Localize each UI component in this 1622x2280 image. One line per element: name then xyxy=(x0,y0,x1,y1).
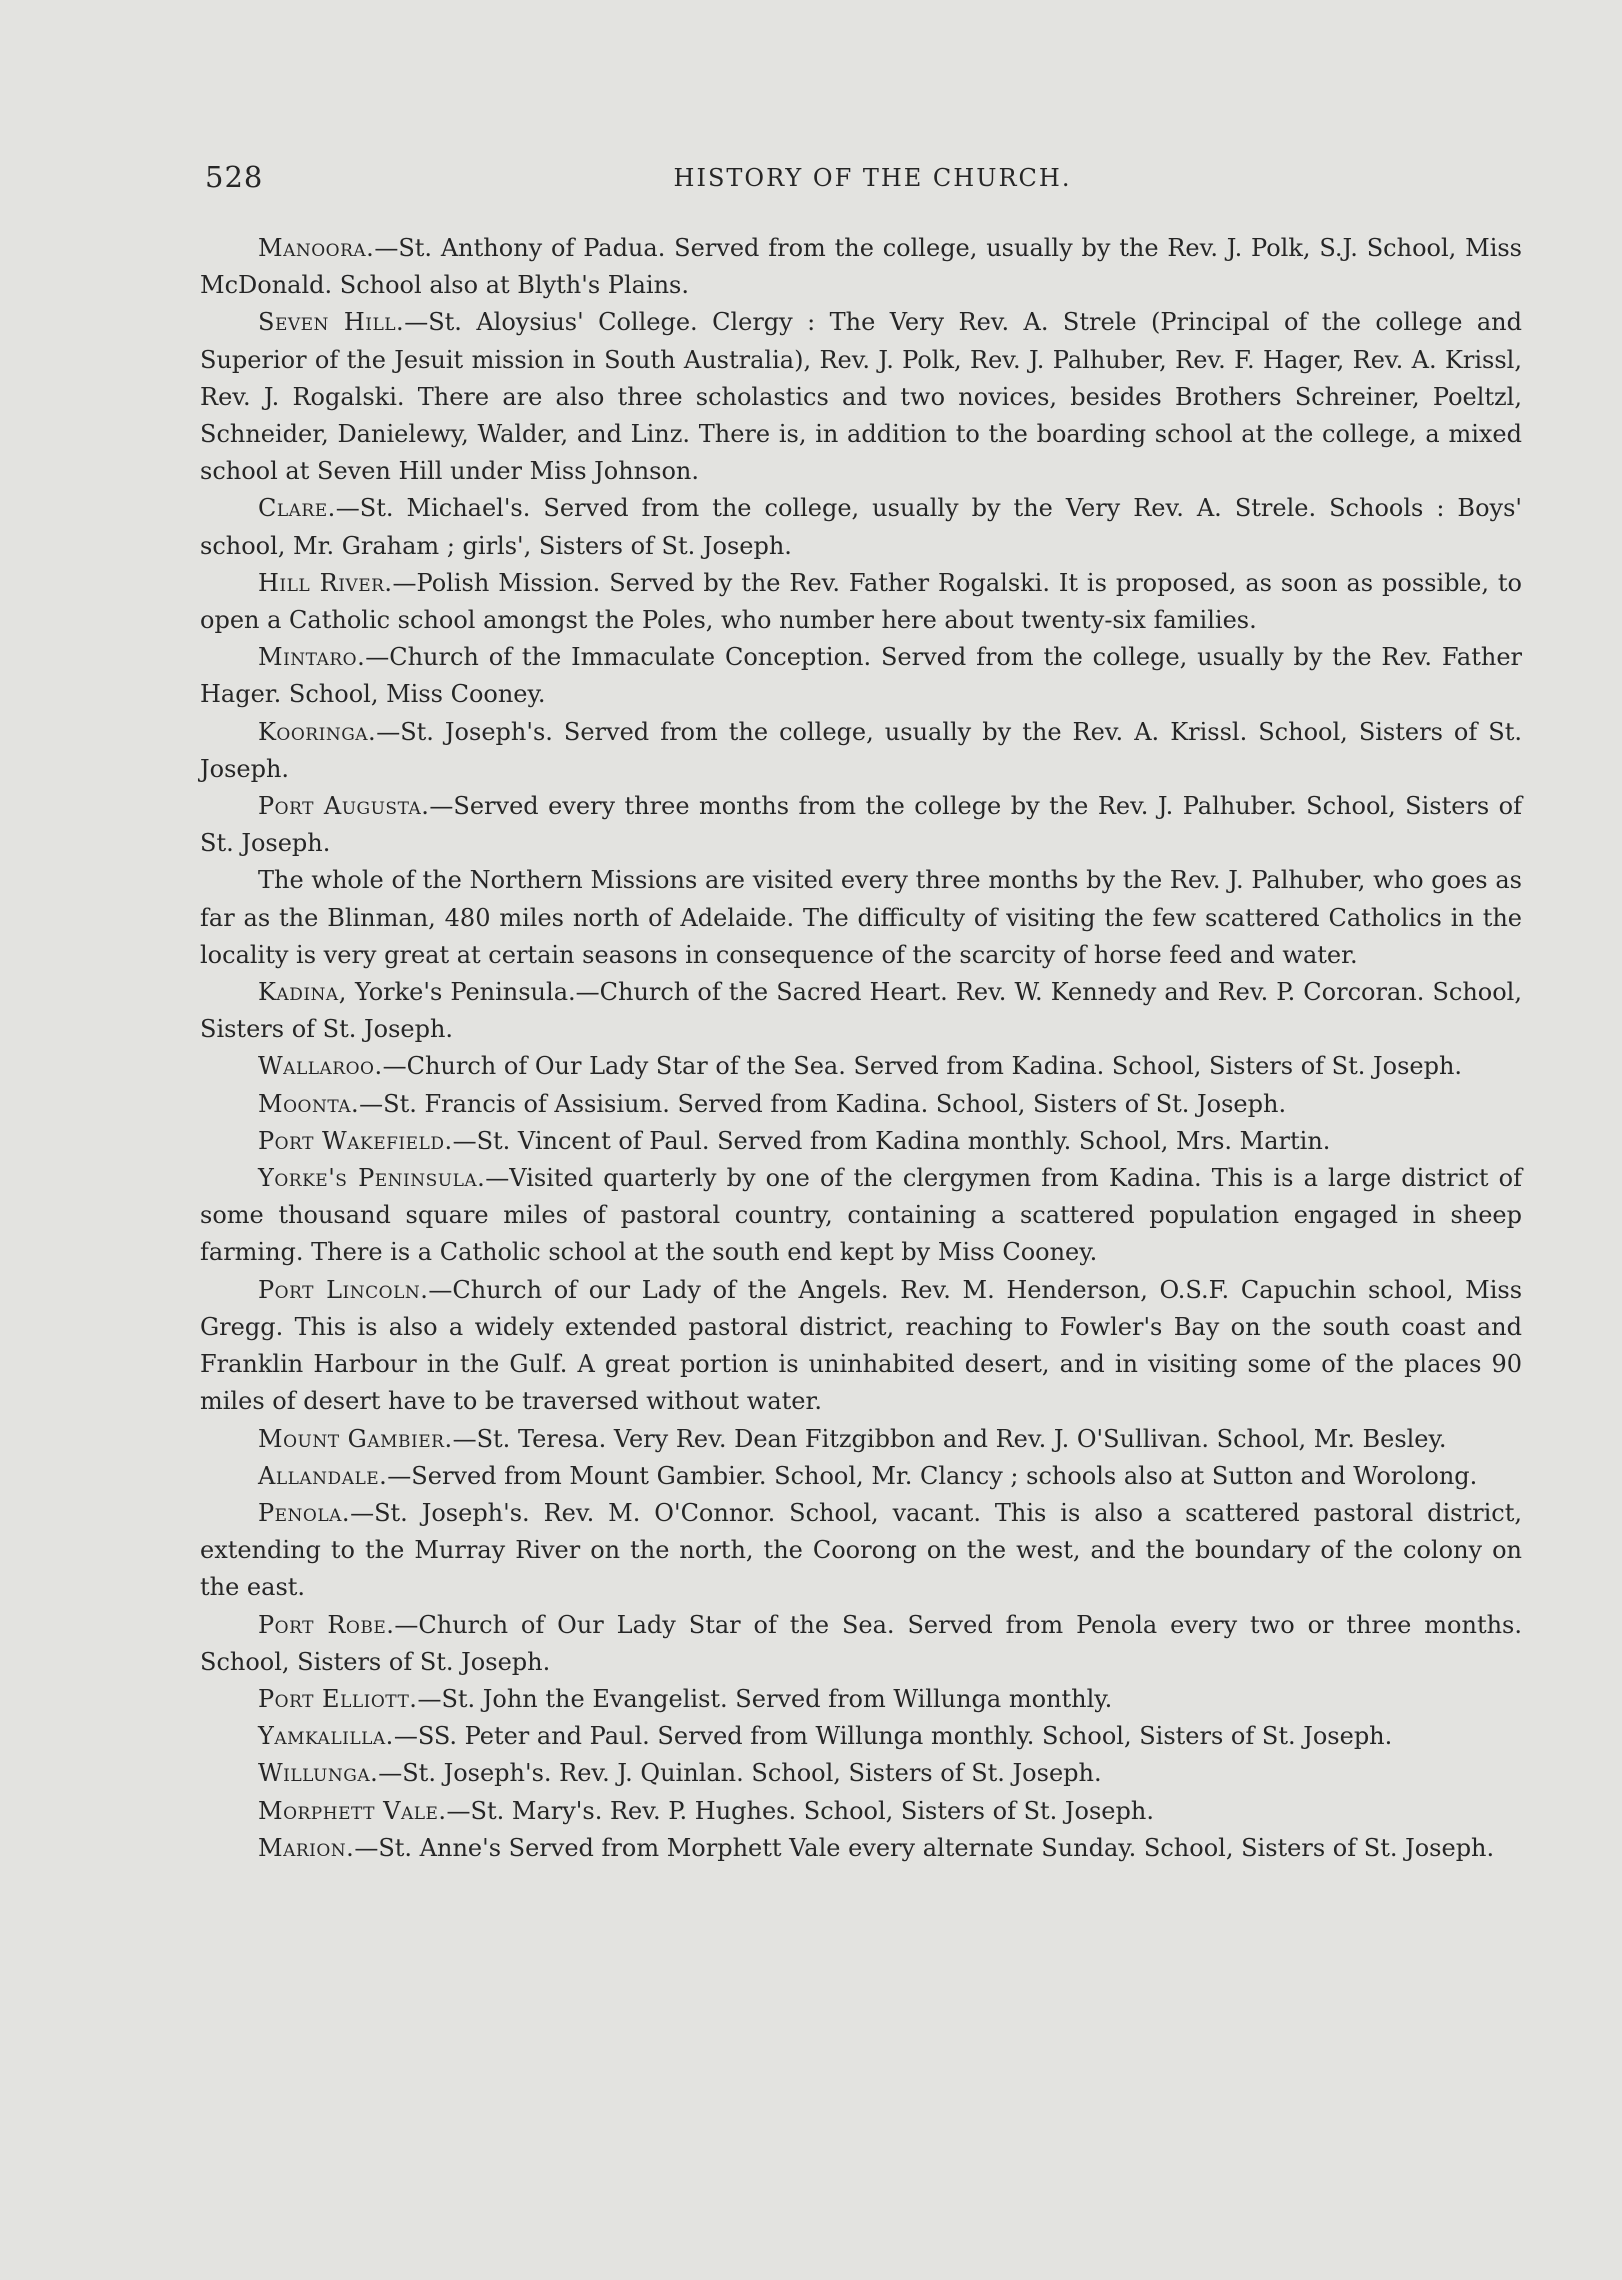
mission-entry-allandale xyxy=(200,1458,1522,1495)
mission-entry-penola xyxy=(200,1495,1522,1607)
entry-text: The whole of the Northern Missions are visited every three months by the Rev. J. Palhuber, who goes as far as the Blinman, 480 miles north of Adelaide. The difficulty of visiting the few scattered Catholics in the locality is very great at certain seasons in consequence of the scarcity of horse feed and water. xyxy=(200,866,1522,969)
mission-entry-port-augusta xyxy=(200,788,1522,862)
place-name: Seven Hill. xyxy=(258,308,405,337)
mission-entry-marion xyxy=(200,1830,1522,1867)
mission-entry-mintaro xyxy=(200,639,1522,713)
mission-entry-port-lincoln xyxy=(200,1272,1522,1421)
entry-text: —St. Aloysius' College. Clergy : The Very Rev. A. Strele (Principal of the college and Superior of the Jesuit mission in South Australia), Rev. J. Polk, Rev. J. Palhuber, Rev. F. Hager, Rev. A. Krissl, Rev. J. Rogalski. There are also three scholastics and two novices, besides Brothers Schreiner, Poeltzl, Schneider, Danielewy, Walder, and Linz. There is, in addition to the boarding school at the college, a mixed school at Seven Hill under Miss Johnson. xyxy=(200,308,1522,486)
place-name: Morphett Vale. xyxy=(258,1796,447,1825)
place-name: Port Elliott. xyxy=(258,1684,418,1713)
place-name: Port Lincoln. xyxy=(258,1275,429,1304)
place-name: Yamkalilla. xyxy=(258,1722,394,1751)
entry-text: —Polish Mission. Served by the Rev. Father Rogalski. It is proposed, as soon as possible, to open a Catholic school amongst the Poles, who number here about twenty-six families. xyxy=(200,568,1522,635)
entry-text: —St. Mary's. Rev. P. Hughes. School, Sisters of St. Joseph. xyxy=(446,1796,1154,1825)
mission-entry-hill-river xyxy=(200,565,1522,639)
entry-text: —St. Teresa. Very Rev. Dean Fitzgibbon and Rev. J. O'Sullivan. School, Mr. Besley. xyxy=(452,1424,1447,1453)
mission-entry-moonta xyxy=(200,1086,1522,1123)
running-title: HISTORY OF THE CHURCH. xyxy=(673,164,1072,192)
mission-entry-wallaroo xyxy=(200,1048,1522,1085)
entry-text: —St. Joseph's. Rev. J. Quinlan. School, Sisters of St. Joseph. xyxy=(378,1759,1102,1788)
mission-entry-yamkalilla xyxy=(200,1718,1522,1755)
place-name: Marion. xyxy=(258,1833,355,1862)
mission-entry-morphett-vale xyxy=(200,1793,1522,1830)
entry-text: —St. Michael's. Served from the college, usually by the Very Rev. A. Strele. Schools : Boys' school, Mr. Graham ; girls', Sisters of St. Joseph. xyxy=(200,494,1522,560)
place-name: Hill River. xyxy=(258,568,393,597)
mission-entry-mount-gambier xyxy=(200,1421,1522,1458)
entry-text: —SS. Peter and Paul. Served from Willunga monthly. School, Sisters of St. Joseph. xyxy=(393,1722,1393,1751)
place-name: Port Augusta. xyxy=(258,792,430,821)
entry-text: —St. Joseph's. Served from the college, usually by the Rev. A. Krissl. School, Sisters of St. Joseph. xyxy=(200,717,1522,783)
entry-text: —Church of our Lady of the Angels. Rev. M. Henderson, O.S.F. Capuchin school, Miss Gregg. This is also a widely extended pastoral district, reaching to Fowler's Bay on the south coast and Franklin Harbour in the Gulf. A great portion is uninhabited desert, and in visiting some of the places 90 miles of desert have to be traversed without water. xyxy=(200,1275,1523,1416)
entry-text: Yorke's Peninsula.—Church of the Sacred Heart. Rev. W. Kennedy and Rev. P. Corcoran. School, Sisters of St. Joseph. xyxy=(200,978,1522,1044)
place-name: Wallaroo. xyxy=(258,1052,383,1081)
northern-missions-paragraph xyxy=(200,862,1522,974)
body-text xyxy=(200,230,1522,1867)
mission-entry-kooringa xyxy=(200,714,1522,788)
place-name: Mount Gambier. xyxy=(258,1424,453,1453)
place-name: Manoora. xyxy=(258,234,375,262)
entry-text: —St. Joseph's. Rev. M. O'Connor. School, vacant. This is also a scattered pastoral district, extending to the Murray River on the north, the Coorong on the west, and the boundary of the colony on the east. xyxy=(200,1498,1522,1602)
entry-text: —St. John the Evangelist. Served from Willunga monthly. xyxy=(417,1684,1113,1713)
place-name: Penola. xyxy=(258,1498,351,1527)
entry-text: —Church of Our Lady Star of the Sea. Served from Kadina. School, Sisters of St. Joseph. xyxy=(382,1052,1463,1081)
mission-entry-willunga xyxy=(200,1755,1522,1792)
mission-entry-yorkes-peninsula xyxy=(200,1160,1522,1272)
mission-entry-port-robe xyxy=(200,1607,1522,1681)
place-name: Clare. xyxy=(258,494,336,523)
place-name: Kadina, xyxy=(258,978,347,1007)
running-head xyxy=(205,160,1515,200)
entry-text: —Church of Our Lady Star of the Sea. Served from Penola every two or three months. School, Sisters of St. Joseph. xyxy=(200,1610,1522,1676)
place-name: Allandale. xyxy=(258,1461,388,1490)
mission-entry-seven-hill xyxy=(200,304,1522,490)
mission-entry-port-wakefield xyxy=(200,1123,1522,1160)
place-name: Moonta. xyxy=(258,1089,360,1118)
mission-entry-clare xyxy=(200,490,1522,564)
entry-text: —Church of the Immaculate Conception. Served from the college, usually by the Rev. Father Hager. School, Miss Cooney. xyxy=(200,643,1522,709)
mission-entry-port-elliott xyxy=(200,1681,1522,1718)
place-name: Yorke's Peninsula. xyxy=(258,1164,486,1193)
entry-text: —Visited quarterly by one of the clergymen from Kadina. This is a large district of some thousand square miles of pastoral country, containing a scattered population engaged in sheep farming. There is a Catholic school at the south end kept by Miss Cooney. xyxy=(200,1164,1522,1267)
place-name: Port Robe. xyxy=(258,1610,395,1639)
page-number: 528 xyxy=(205,160,264,194)
place-name: Kooringa. xyxy=(258,717,377,746)
place-name: Willunga. xyxy=(258,1759,379,1788)
mission-entry-manoora xyxy=(200,230,1522,304)
entry-text: —Served every three months from the college by the Rev. J. Palhuber. School, Sisters of St. Joseph. xyxy=(200,792,1522,858)
place-name: Mintaro. xyxy=(258,643,366,672)
entry-text: —St. Anthony of Padua. Served from the college, usually by the Rev. J. Polk, S.J. School, Miss McDonald. School also at Blyth's Plains. xyxy=(200,234,1522,300)
entry-text: —St. Francis of Assisium. Served from Kadina. School, Sisters of St. Joseph. xyxy=(359,1089,1287,1118)
mission-entry-kadina xyxy=(200,974,1522,1048)
place-name: Port Wakefield. xyxy=(258,1126,453,1155)
entry-text: —Served from Mount Gambier. School, Mr. Clancy ; schools also at Sutton and Worolong. xyxy=(387,1461,1478,1490)
entry-text: —St. Anne's Served from Morphett Vale every alternate Sunday. School, Sisters of St. Joseph. xyxy=(354,1833,1495,1862)
entry-text: —St. Vincent of Paul. Served from Kadina monthly. School, Mrs. Martin. xyxy=(452,1126,1331,1155)
